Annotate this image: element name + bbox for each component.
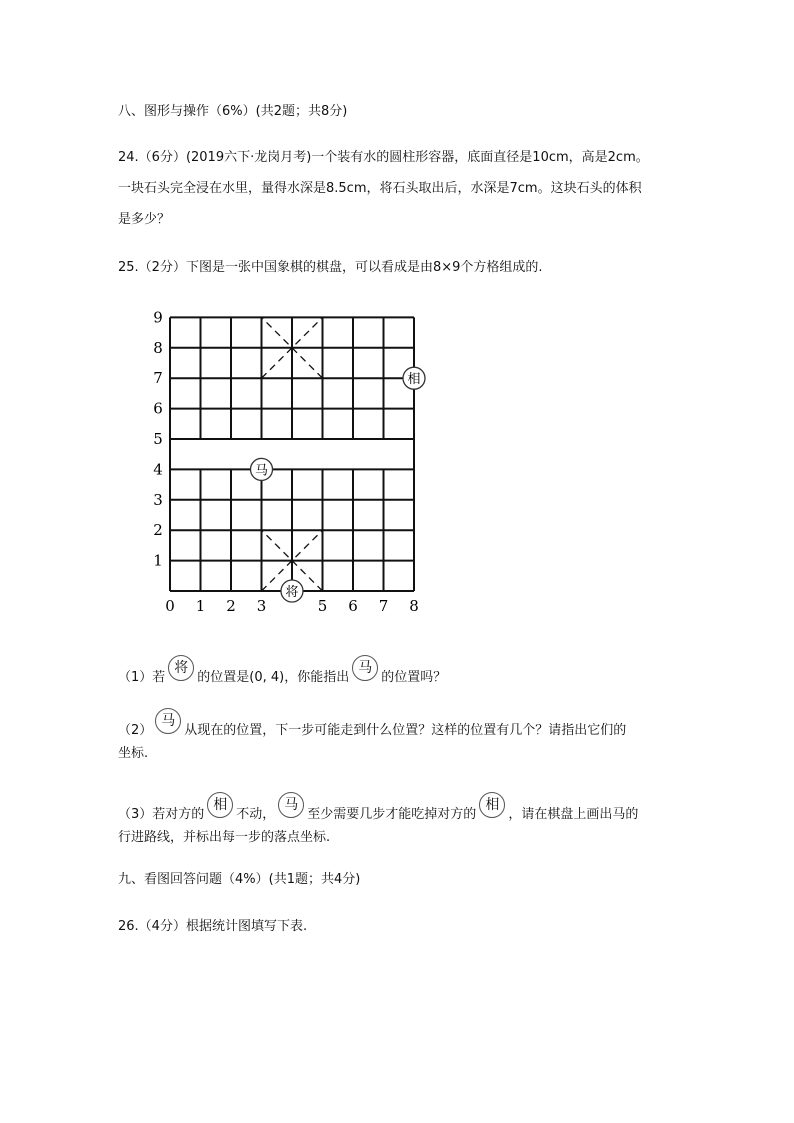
x-axis-label: 7 xyxy=(378,597,389,615)
q25-sub3-cont: 行进路线，并标出每一步的落点坐标. xyxy=(118,830,331,845)
y-axis-label: 7 xyxy=(153,369,163,388)
chess-board xyxy=(140,300,440,620)
sub1-text-c: 的位置吗？ xyxy=(381,670,447,685)
q25-sub3 xyxy=(118,798,638,824)
y-axis-label: 2 xyxy=(153,521,163,540)
y-axis-label: 8 xyxy=(153,338,163,357)
xiang-piece-icon: 相 xyxy=(479,792,505,818)
xiang-piece-icon: 相 xyxy=(207,792,233,818)
q25-sub2 xyxy=(118,714,626,740)
q25-sub1 xyxy=(118,661,446,687)
ma-piece-icon: 马 xyxy=(155,708,181,734)
y-axis-label: 9 xyxy=(153,308,163,327)
y-axis-label: 1 xyxy=(153,551,163,570)
ma-piece-label: 马 xyxy=(254,463,269,479)
y-axis-label: 3 xyxy=(153,490,163,509)
x-axis-label: 2 xyxy=(226,597,236,615)
x-axis-label: 3 xyxy=(256,597,267,615)
sub3-text-a: （3）若对方的 xyxy=(118,807,205,822)
y-axis-label: 4 xyxy=(153,460,163,479)
x-axis-label: 5 xyxy=(317,597,328,615)
q26-text: 26.（4分）根据统计图填写下表. xyxy=(118,919,308,934)
sub1-text-b: 的位置是(0, 4)，你能指出 xyxy=(197,670,350,685)
ma-piece-icon: 马 xyxy=(352,655,378,681)
sub3-text-c: 至少需要几步才能吃掉对方的 xyxy=(307,807,477,822)
section-9-title: 九、看图回答问题（4%）(共1题；共4分) xyxy=(118,872,361,887)
sub2-text-a: （2） xyxy=(118,723,153,738)
q24-line1: 24.（6分）(2019六下·龙岗月考)一个装有水的圆柱形容器，底面直径是10cm，高是2cm。 xyxy=(118,150,649,165)
q25-sub2-cont: 坐标. xyxy=(118,746,149,761)
sub3-text-d: ，请在棋盘上画出马的 xyxy=(508,807,639,822)
sub3-text-b: 不动， xyxy=(236,807,276,822)
y-axis-label: 5 xyxy=(153,430,163,448)
q24-line2: 一块石头完全浸在水里，量得水深是8.5cm，将石头取出后，水深是7cm。这块石头的体积 xyxy=(118,181,642,196)
x-axis-label: 8 xyxy=(409,597,419,615)
jiang-piece-icon: 将 xyxy=(168,655,194,681)
x-axis-label: 6 xyxy=(348,597,358,615)
section-8-title: 八、图形与操作（6%）(共2题；共8分) xyxy=(118,104,348,119)
xiang-piece-label: 相 xyxy=(407,372,421,388)
ma-piece-icon: 马 xyxy=(278,792,304,818)
jiang-piece-label: 将 xyxy=(285,585,299,600)
sub2-text-b: 从现在的位置，下一步可能走到什么位置？这样的位置有几个？请指出它们的 xyxy=(184,723,627,738)
sub1-text-a: （1）若 xyxy=(118,670,166,685)
q25-intro: 25.（2分）下图是一张中国象棋的棋盘，可以看成是由8×9个方格组成的. xyxy=(118,260,543,275)
x-axis-label: 0 xyxy=(165,597,175,615)
y-axis-label: 6 xyxy=(153,399,163,418)
x-axis-label: 1 xyxy=(195,597,206,615)
q24-line3: 是多少？ xyxy=(118,212,171,227)
